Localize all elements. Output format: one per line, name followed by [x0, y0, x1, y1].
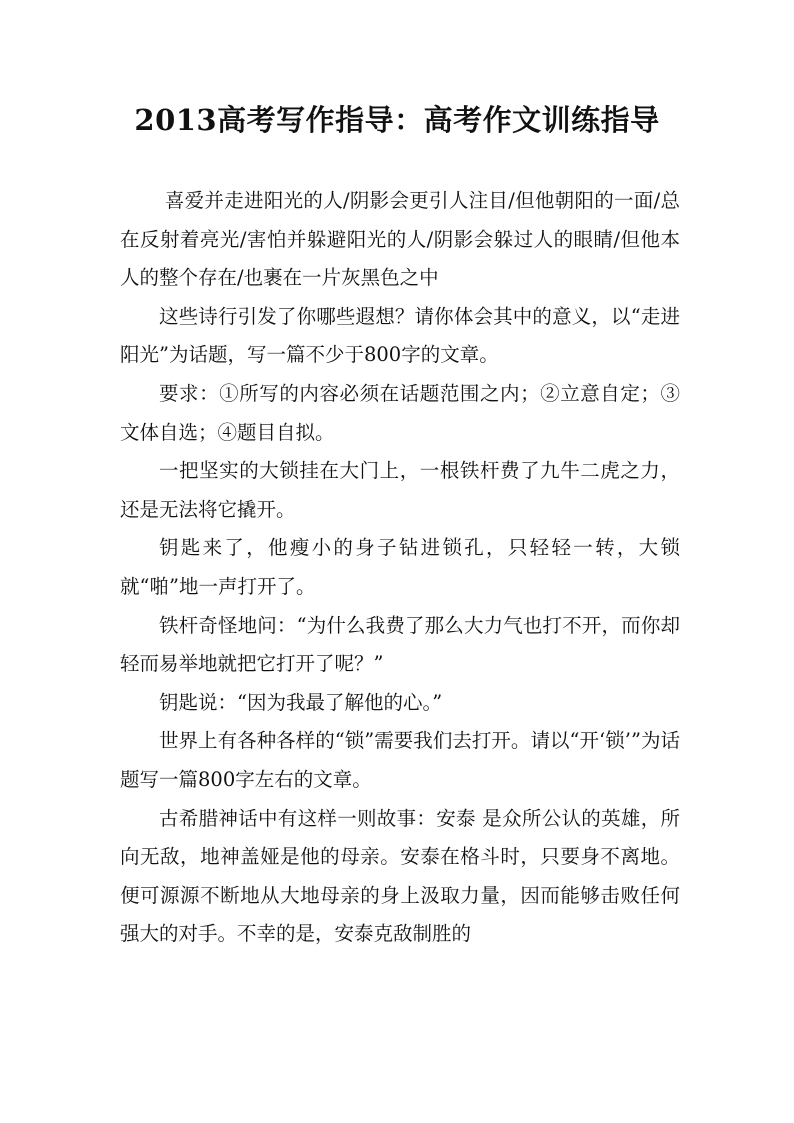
paragraph-lock-story-3: 铁杆奇怪地问：“为什么我费了那么大力气也打不开，而你却轻而易举地就把它打开了呢？”	[120, 613, 680, 676]
document-title: 2013高考写作指导：高考作文训练指导	[134, 103, 660, 137]
paragraph-antaeus-story: 古希腊神话中有这样一则故事：安泰 是众所公认的英雄，所向无敌，地神盖娅是他的母亲。安泰在格斗时，只要身不离地。便可源源不断地从大地母亲的身上汲取力量，因而能够击败任何强大的对手。不幸的是，安泰克敌制胜的	[120, 806, 680, 946]
paragraph-lock-story-4: 钥匙说：“因为我最了解他的心。”	[159, 690, 443, 714]
paragraph-requirements: 要求：①所写的内容必须在话题范围之内；②立意自定；③文体自选；④题目自拟。	[120, 381, 680, 444]
paragraph-lock-story-2: 钥匙来了，他瘦小的身子钻进锁孔，只轻轻一转，大锁就“啪”地一声打开了。	[120, 536, 680, 598]
paragraph-lock-story-1: 一把坚实的大锁挂在大门上，一根铁杆费了九牛二虎之力，还是无法将它撬开。	[120, 459, 680, 521]
document-body	[120, 182, 680, 954]
paragraph-poem: 喜爱并走进阳光的人/阴影会更引人注目/但他朝阳的一面/总在反射着亮光/害怕并躲避阳光的人/阴影会躲过人的眼睛/但他本人的整个存在/也裹在一片灰黑色之中	[120, 189, 680, 290]
paragraph-prompt-1: 这些诗行引发了你哪些遐想？请你体会其中的意义，以“走进阳光”为话题，写一篇不少于800字的文章。	[120, 304, 680, 367]
paragraph-prompt-2: 世界上有各种各样的“锁”需要我们去打开。请以“开‘锁’”为话题写一篇800字左右的文章。	[120, 729, 680, 791]
